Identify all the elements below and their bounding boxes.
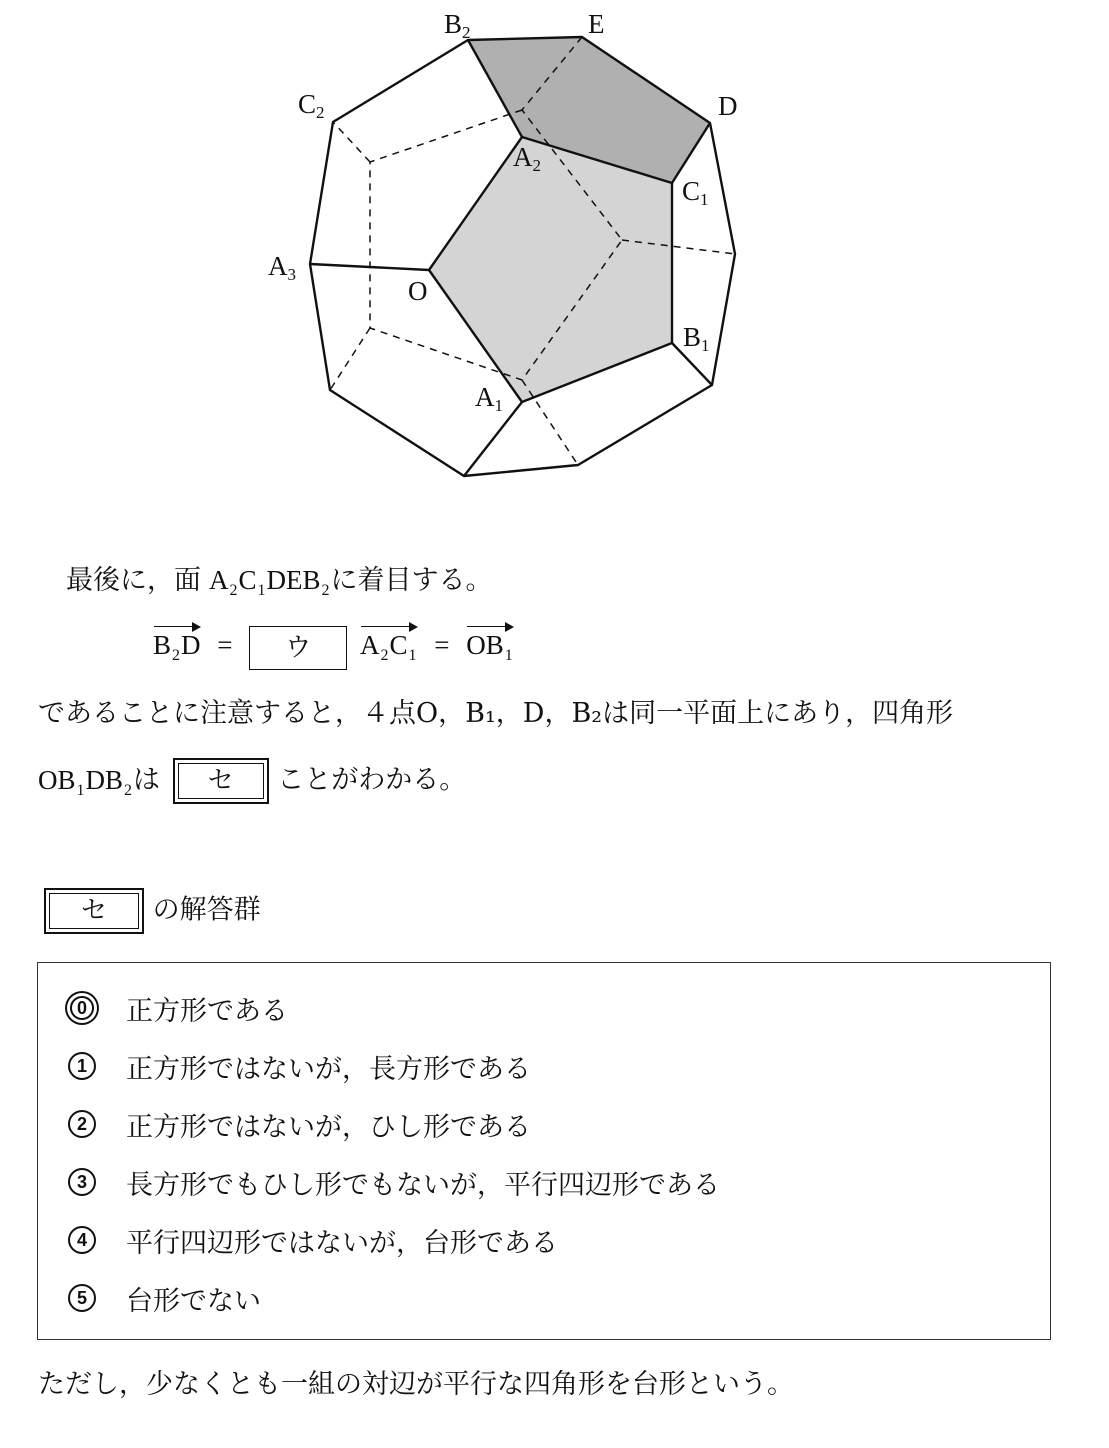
line-coplanar: であることに注意すると，４点O，B₁，D，B₂は同一平面上にあり，四角形 [38,698,954,729]
choice-4[interactable] [68,1220,558,1260]
choice-3[interactable] [68,1162,720,1202]
choice-2[interactable] [68,1104,531,1144]
label-E: E [588,9,605,39]
answer-choices-panel [37,962,1051,1340]
vector-equation: $B_2D$ = ウ $A_2C_1$ = $OB_1$ [153,626,514,673]
trapezoid-definition-note: ただし，少なくとも一組の対辺が平行な四角形を台形という。 [38,1369,794,1400]
choice-number-2: 2 [68,1110,96,1138]
choice-number-5: 5 [68,1284,96,1312]
choice-number-1: 1 [68,1052,96,1080]
label-B2: B2 [444,9,471,42]
choice-5[interactable] [68,1278,261,1318]
choice-text-1: 正方形ではないが，長方形である [126,1053,531,1085]
choice-text-5: 台形でない [126,1285,261,1317]
answer-box-se[interactable]: セ [173,758,269,804]
choice-text-3: 長方形でもひし形でもないが，平行四辺形である [126,1169,720,1201]
label-A2: A2 [513,142,541,175]
answer-box-u[interactable]: ウ [249,626,347,670]
dodecahedron-figure [0,0,1109,500]
choice-1[interactable] [68,1046,531,1086]
choice-number-4: 4 [68,1226,96,1254]
choice-number-3: 3 [68,1168,96,1196]
choice-text-0: 正方形である [126,995,288,1027]
line-face-focus: 最後に，面 $A_2C_1DEB_2$に着目する。 [66,565,493,599]
choice-text-4: 平行四辺形ではないが，台形である [126,1227,558,1259]
label-C2: C2 [298,89,325,122]
label-A3: A3 [268,251,296,284]
choice-text-2: 正方形ではないが，ひし形である [126,1111,531,1143]
vector-A2C1: $A_2C_1$ [360,628,418,673]
answer-box-se-label: セ [44,888,144,934]
label-A1: A1 [475,382,503,415]
line-quadrilateral: $OB_1DB_2$は セ ことがわかる。 [38,758,466,808]
label-O: O [408,276,428,306]
label-C1: C1 [682,176,709,209]
vector-OB1: $OB_1$ [466,628,514,673]
face-front-shaded [429,137,672,402]
label-D: D [718,91,738,121]
choice-0[interactable] [68,988,288,1028]
answer-group-heading: セ の解答群 [44,888,261,934]
label-B1: B1 [683,322,710,355]
vector-B2D: $B_2D$ [153,628,201,673]
choice-number-0: 0 [70,996,94,1020]
